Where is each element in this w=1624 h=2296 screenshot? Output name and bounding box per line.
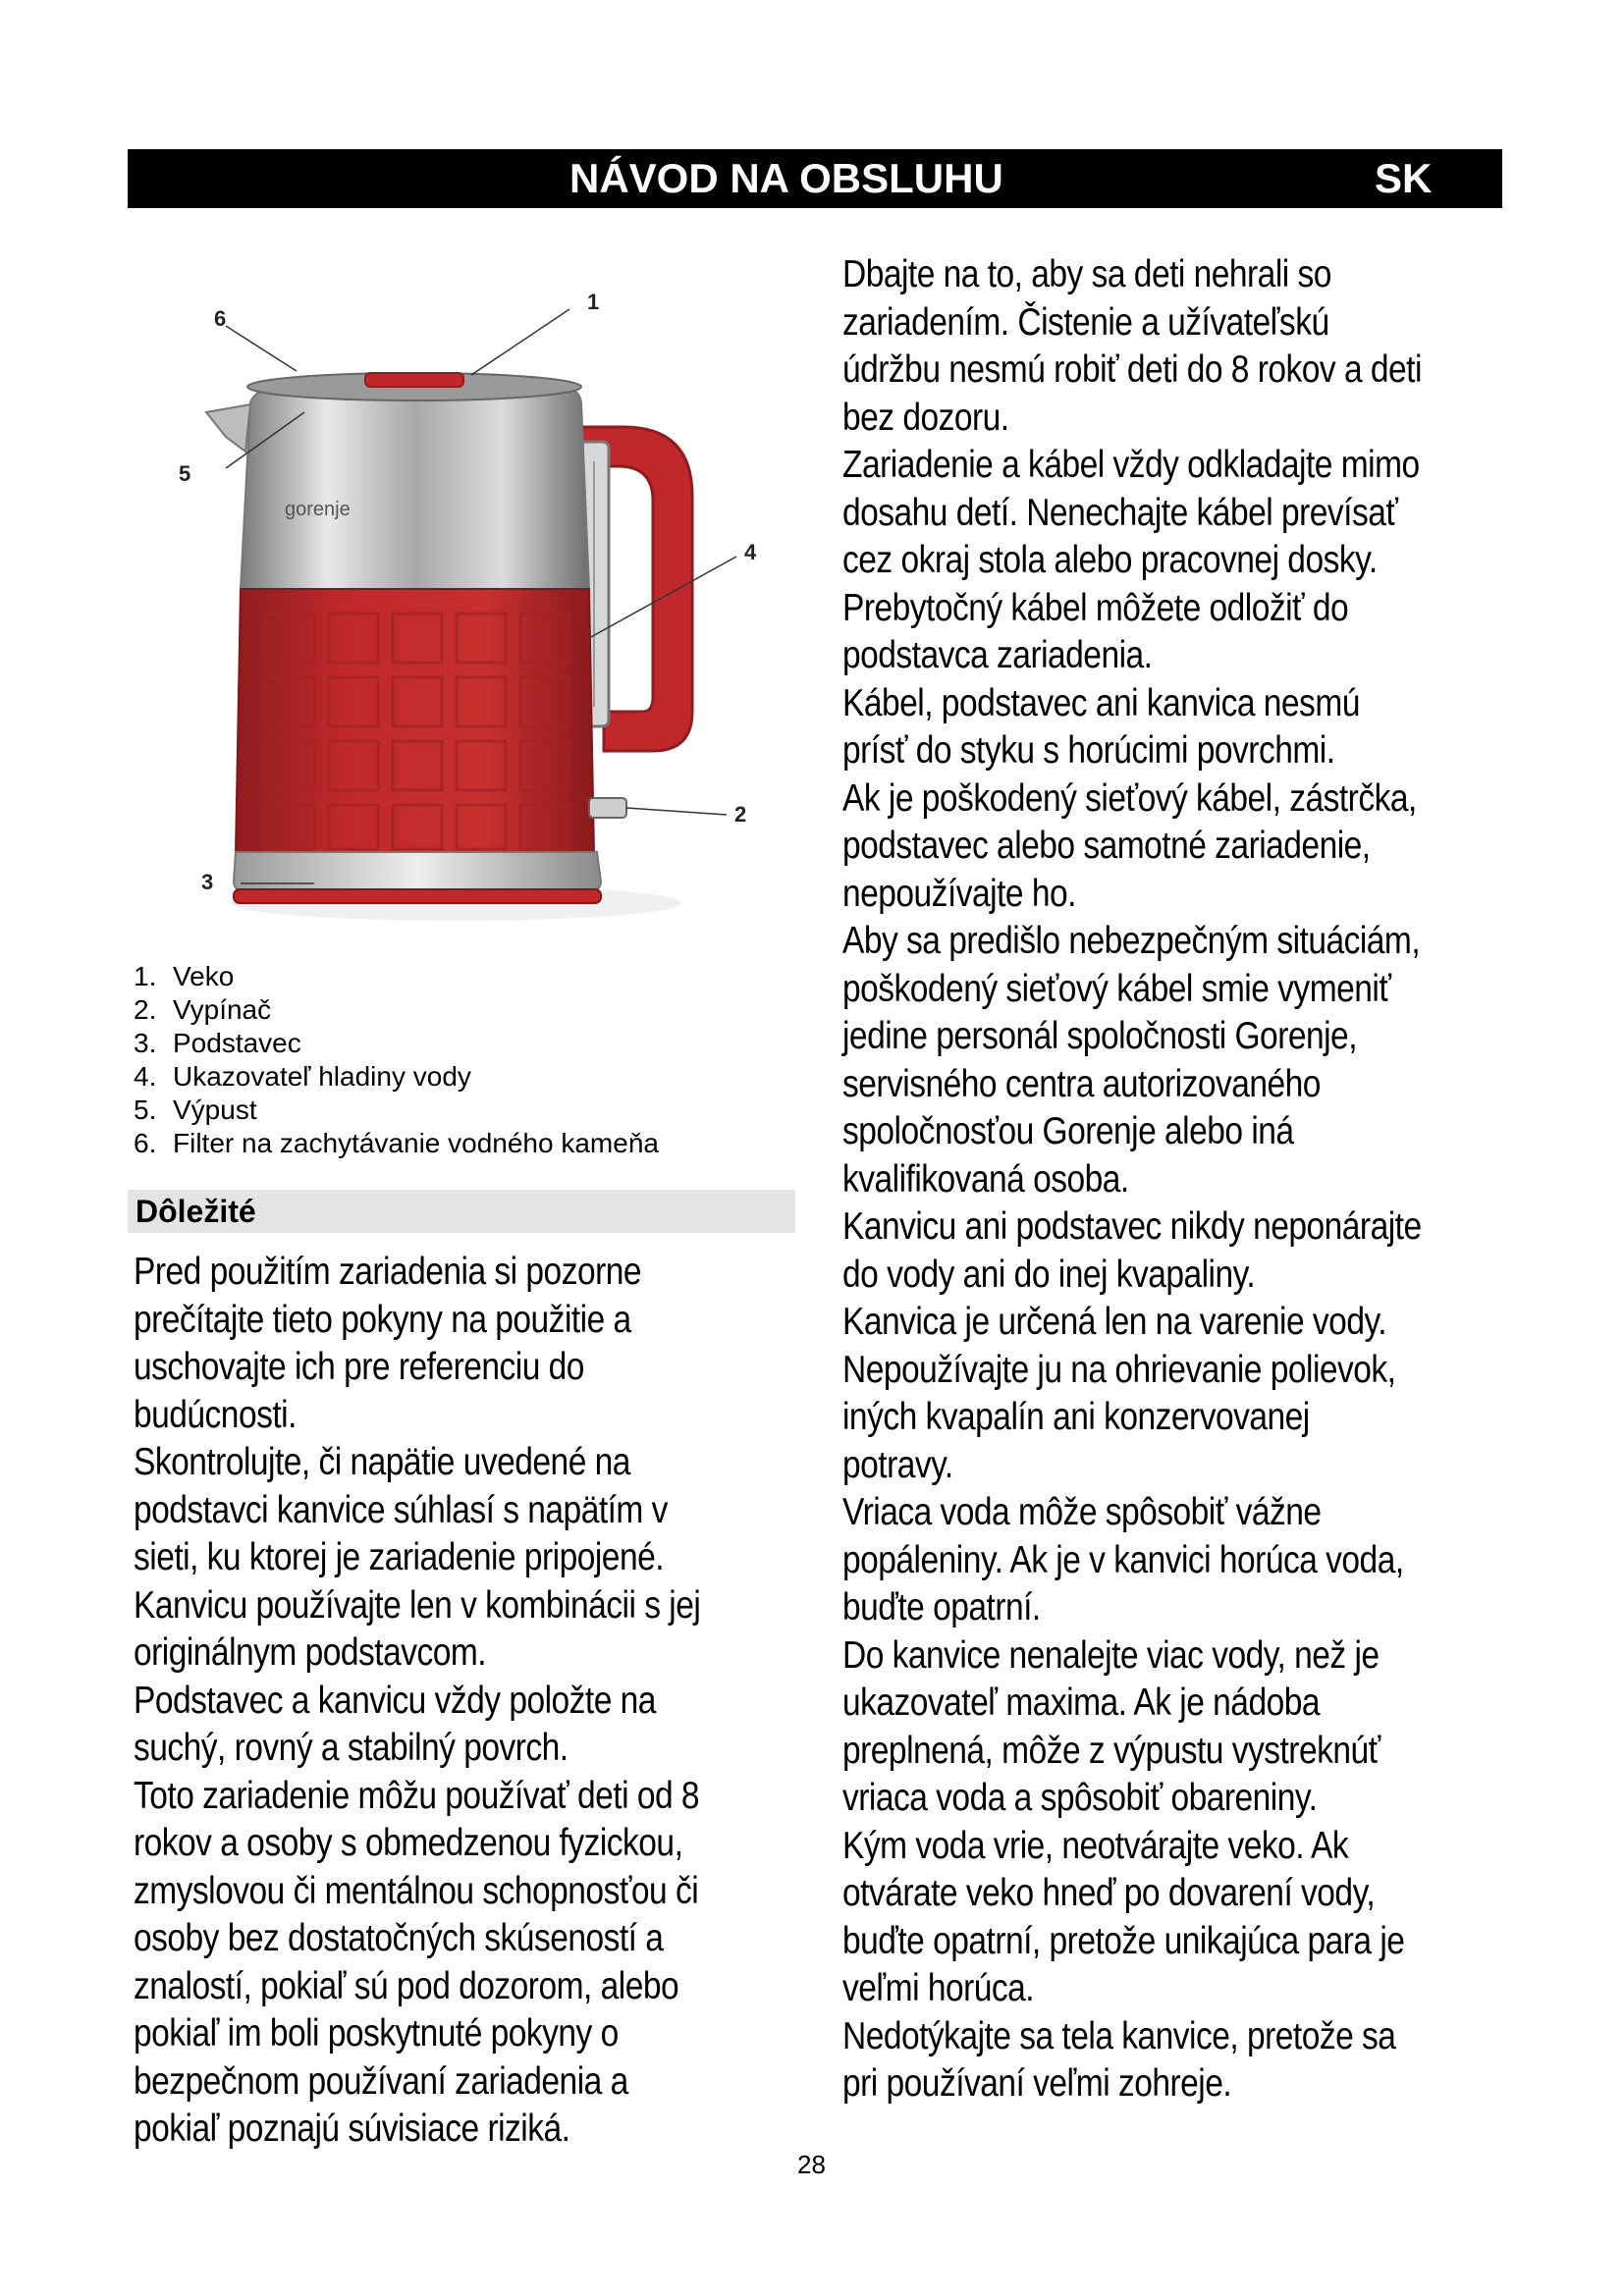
kettle-figure: [157, 265, 795, 952]
brand-logo: gorenje: [285, 499, 351, 520]
text-line: údržbu nesmú robiť deti do 8 rokov a deti: [842, 348, 1422, 391]
text-line: podstavec alebo samotné zariadenie,: [842, 825, 1371, 867]
page-title: NÁVOD NA OBSLUHU: [569, 155, 1003, 201]
text-line: zariadením. Čistenie a užívateľskú: [842, 300, 1329, 344]
list-item: 5. Výpust: [134, 1095, 257, 1125]
text-line: Podstavec a kanvicu vždy položte na: [134, 1679, 656, 1722]
text-line: jedine personál spoločnosti Gorenje,: [842, 1015, 1357, 1057]
text-line: osoby bez dostatočných skúseností a: [134, 1917, 664, 1959]
text-line: podstavci kanvice súhlasí s napätím v: [134, 1488, 668, 1531]
text-line: buďte opatrní.: [842, 1586, 1041, 1629]
text-line: spoločnosťou Gorenje alebo iná: [842, 1110, 1294, 1152]
text-line: pokiaľ im boli poskytnuté pokyny o: [134, 2012, 619, 2055]
text-line: veľmi horúca.: [842, 1967, 1035, 2009]
text-line: Dbajte na to, aby sa deti nehrali so: [842, 253, 1331, 295]
callout-4: 4: [744, 540, 757, 564]
text-line: Toto zariadenie môžu používať deti od 8: [134, 1774, 700, 1817]
text-line: dosahu detí. Nenechajte kábel prevísať: [842, 491, 1398, 534]
text-line: iných kvapalín ani konzervovanej: [842, 1396, 1310, 1438]
text-line: vriaca voda a spôsobiť obareniny.: [842, 1777, 1318, 1819]
text-line: buďte opatrní, pretože unikajúca para je: [842, 1919, 1405, 1962]
parts-list: [134, 960, 659, 1160]
text-line: Aby sa predišlo nebezpečným situáciám,: [842, 920, 1421, 962]
text-line: Ak je poškodený sieťový kábel, zástrčka,: [842, 776, 1417, 820]
list-item: 2. Vypínač: [134, 994, 272, 1025]
text-line: ukazovateľ maxima. Ak je nádoba: [842, 1682, 1320, 1724]
text-line: Pred použitím zariadenia si pozorne: [134, 1251, 642, 1293]
header-bar: [128, 149, 1502, 208]
text-line: potravy.: [842, 1443, 953, 1486]
text-line: bez dozoru.: [842, 396, 1009, 439]
page-number: 28: [797, 2150, 826, 2179]
text-line: podstavca zariadenia.: [842, 634, 1153, 676]
important-heading: Dôležité: [128, 1190, 795, 1233]
power-switch: [589, 798, 626, 818]
list-item: 4. Ukazovateľ hladiny vody: [134, 1061, 471, 1092]
list-item: 6. Filter na zachytávanie vodného kameňa: [134, 1128, 659, 1158]
text-line: zmyslovou či mentálnou schopnosťou či: [134, 1869, 699, 1912]
text-line: znalostí, pokiaľ sú pod dozorom, alebo: [134, 1964, 679, 2007]
callout-3: 3: [201, 870, 214, 894]
language-code: SK: [1375, 155, 1433, 201]
text-line: Nedotýkajte sa tela kanvice, pretože sa: [842, 2014, 1396, 2057]
text-line: rokov a osoby s obmedzenou fyzickou,: [134, 1822, 683, 1864]
text-line: sieti, ku ktorej je zariadenie pripojené.: [134, 1536, 665, 1578]
left-column-text: [134, 1249, 700, 2154]
text-line: servisného centra autorizovaného: [842, 1062, 1321, 1105]
text-line: nepoužívajte ho.: [842, 872, 1076, 915]
kettle-spout: [206, 404, 250, 452]
text-line: Skontrolujte, či napätie uvedené na: [134, 1441, 630, 1483]
callout-1: 1: [587, 290, 600, 314]
text-line: otvárate veko hneď po dovarení vody,: [842, 1872, 1376, 1914]
text-line: cez okraj stola alebo pracovnej dosky.: [842, 539, 1378, 581]
callout-6: 6: [214, 306, 227, 331]
text-line: Kým voda vrie, neotvárajte veko. Ak: [842, 1824, 1349, 1867]
text-line: Kanvica je určená len na varenie vody.: [842, 1301, 1387, 1343]
text-line: uschovajte ich pre referenciu do: [134, 1346, 584, 1388]
text-line: Kanvicu ani podstavec nikdy neponárajte: [842, 1205, 1422, 1248]
text-line: Nepoužívajte ju na ohrievanie polievok,: [842, 1348, 1396, 1391]
callout-5: 5: [179, 461, 191, 486]
list-item: 3. Podstavec: [134, 1028, 301, 1058]
text-line: pokiaľ poznajú súvisiace riziká.: [134, 2108, 570, 2150]
text-line: bezpečnom používaní zariadenia a: [134, 2059, 628, 2103]
text-line: suchý, rovný a stabilný povrch.: [134, 1727, 568, 1769]
list-item: 1. Veko: [134, 961, 235, 991]
callout-2: 2: [734, 802, 747, 827]
text-line: preplnená, môže z výpustu vystreknúť: [842, 1729, 1380, 1772]
text-line: Do kanvice nenalejte viac vody, než je: [842, 1633, 1380, 1677]
text-line: kvalifikovaná osoba.: [842, 1157, 1129, 1201]
text-line: pri používaní veľmi zohreje.: [842, 2062, 1232, 2105]
right-column-text: [842, 251, 1422, 2109]
text-line: Kábel, podstavec ani kanvica nesmú: [842, 681, 1360, 724]
text-line: do vody ani do inej kvapaliny.: [842, 1253, 1256, 1296]
text-line: Zariadenie a kábel vždy odkladajte mimo: [842, 444, 1420, 486]
kettle-illustration: [157, 265, 795, 952]
text-line: poškodený sieťový kábel smie vymeniť: [842, 967, 1391, 1010]
text-line: prečítajte tieto pokyny na použitie a: [134, 1298, 631, 1341]
text-line: prísť do styku s horúcimi povrchmi.: [842, 729, 1335, 772]
text-line: budúcnosti.: [134, 1393, 297, 1436]
text-line: Kanvicu používajte len v kombinácii s jej: [134, 1583, 701, 1627]
text-line: popáleniny. Ak je v kanvici horúca voda,: [842, 1538, 1404, 1581]
kettle-steel-body: [241, 385, 589, 589]
text-line: originálnym podstavcom.: [134, 1631, 487, 1674]
text-line: Prebytočný kábel môžete odložiť do: [842, 586, 1349, 629]
text-line: Vriaca voda môže spôsobiť vážne: [842, 1491, 1322, 1533]
